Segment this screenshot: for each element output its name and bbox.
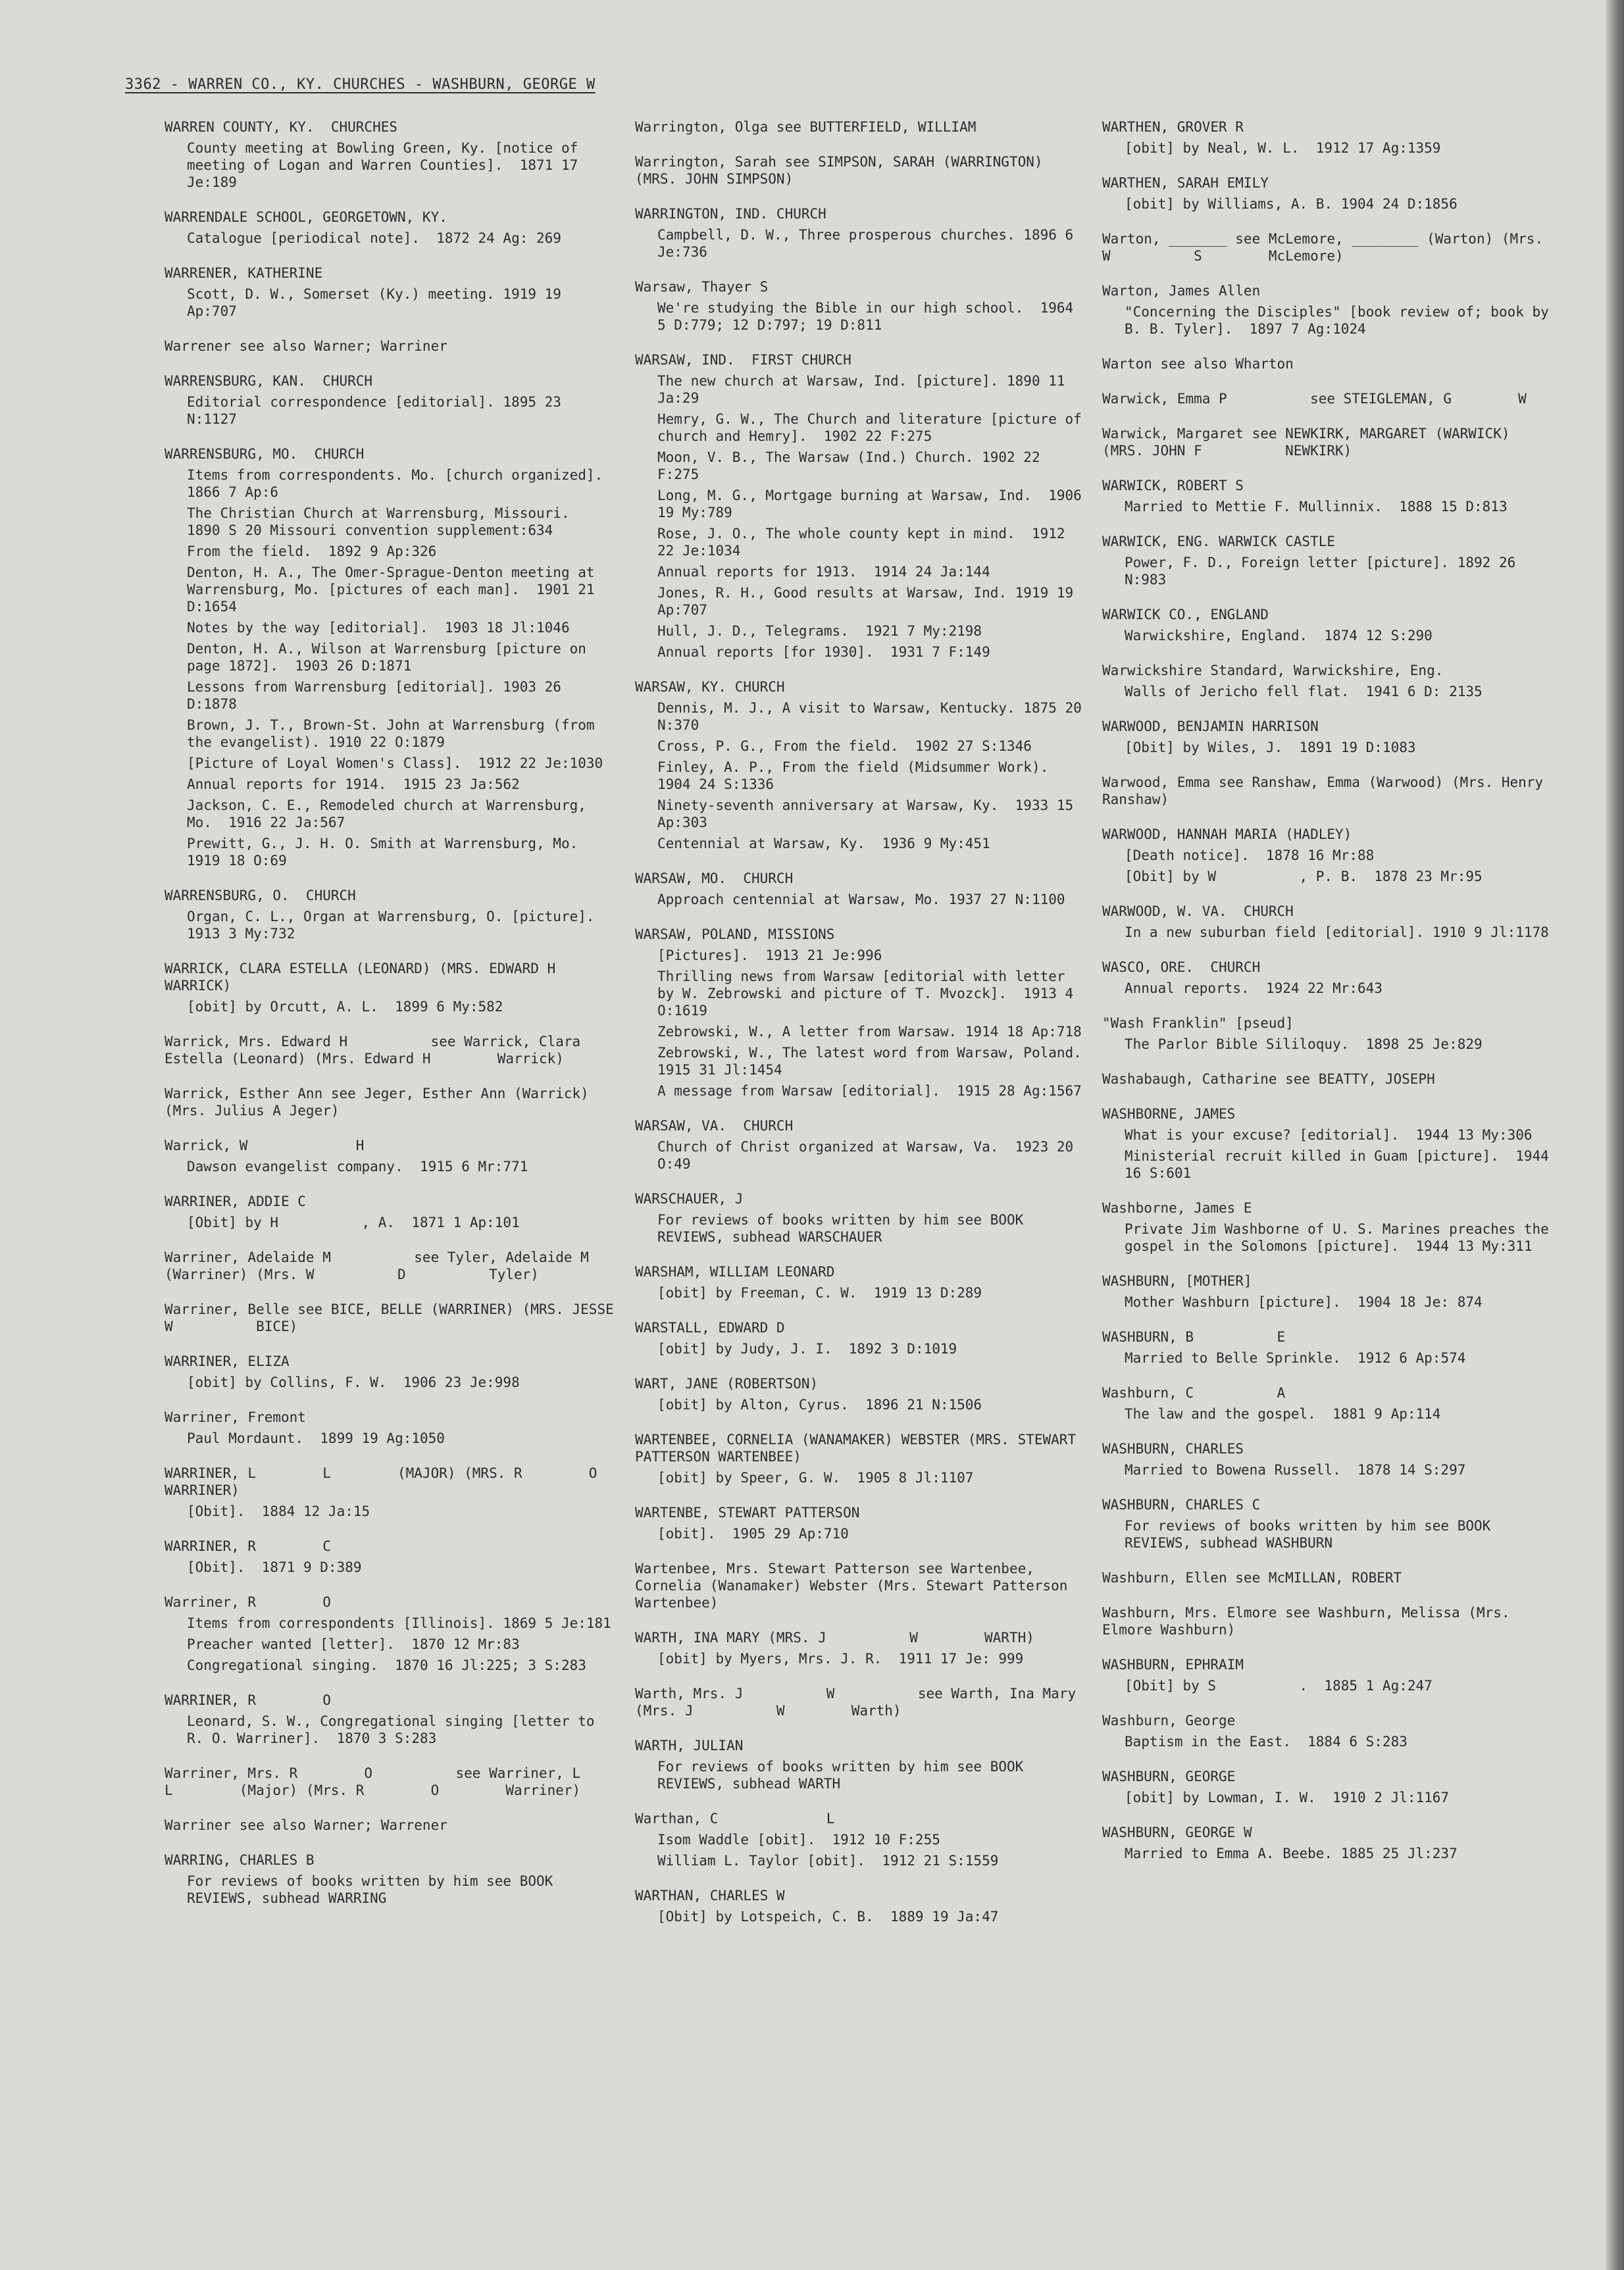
entry-citation: Items from correspondents [Illinois]. 1869 5 Je:181 [187, 1615, 611, 1631]
entry-citation: Scott, D. W., Somerset (Ky.) meeting. 1919 19 Ap:707 [187, 286, 570, 319]
index-column-1 [165, 118, 672, 1925]
entry-citation: [obit] by Myers, Mrs. J. R. 1911 17 Je: 999 [657, 1651, 1024, 1667]
entry-heading: Warton see also Wharton [1102, 356, 1294, 372]
entry-citation: Married to Emma A. Beebe. 1885 25 Jl:237 [1125, 1846, 1458, 1861]
entry-heading: Washburn, Ellen see McMILLAN, ROBERT [1102, 1570, 1402, 1586]
entry-heading: WARTENBE, STEWART PATTERSON [635, 1505, 860, 1521]
entry-heading: WARRINER, ELIZA [165, 1353, 290, 1369]
entry-citation: [obit] by Judy, J. I. 1892 3 D:1019 [657, 1341, 957, 1357]
entry-citation: For reviews of books written by him see BOOK REVIEWS, subhead WASHBURN [1125, 1518, 1499, 1551]
entry-citation: From the field. 1892 9 Ap:326 [187, 543, 437, 559]
entry-heading: WARSAW, POLAND, MISSIONS [635, 926, 835, 942]
entry-citation: Editorial correspondence [editorial]. 1895 23 N:1127 [187, 394, 570, 427]
entry-citation: Thrilling news from Warsaw [editorial with letter by W. Zebrowski and picture of T. Mvozck]. 1913 4 O:1619 [657, 969, 1082, 1019]
index-column-2 [635, 118, 1099, 1943]
entry-heading: WASHBURN, GEORGE [1102, 1769, 1236, 1784]
entry-citation: Lessons from Warrensburg [editorial]. 1903 26 D:1878 [187, 679, 570, 712]
entry-citation: William L. Taylor [obit]. 1912 21 S:1559 [657, 1853, 999, 1869]
entry-heading: Warriner, Belle see BICE, BELLE (WARRINER) (MRS. JESSE W BICE) [165, 1301, 622, 1334]
index-entry [165, 372, 619, 428]
entry-citation: [Obit] by H , A. 1871 1 Ap:101 [187, 1215, 520, 1230]
index-entry [1102, 1768, 1556, 1806]
index-entry [635, 118, 1089, 136]
index-entry [1102, 1015, 1556, 1053]
entry-citation: Organ, C. L., Organ at Warrensburg, O. [picture]. 1913 3 My:732 [187, 909, 611, 942]
entry-citation: Dawson evangelist company. 1915 6 Mr:771 [187, 1159, 528, 1174]
index-entry [635, 153, 1089, 188]
entry-heading: Warth, Mrs. J W see Warth, Ina Mary (Mrs. J W Warth) [635, 1686, 1084, 1719]
index-entry [165, 1817, 619, 1834]
entry-heading: WARSAW, MO. CHURCH [635, 870, 794, 886]
entry-citation: Power, F. D., Foreign letter [picture]. 1892 26 N:983 [1125, 555, 1524, 588]
index-entry [635, 1810, 1089, 1869]
index-entry [165, 1538, 619, 1576]
index-entry [1102, 1199, 1556, 1255]
index-entry [635, 1431, 1089, 1486]
entry-heading: WARSAW, KY. CHURCH [635, 679, 785, 695]
entry-citation: [obit] by Speer, G. W. 1905 8 Jl:1107 [657, 1470, 974, 1486]
entry-heading: WARRENSBURG, O. CHURCH [165, 888, 356, 903]
entry-citation: [Death notice]. 1878 16 Mr:88 [1125, 847, 1375, 863]
entry-heading: WASHBURN, EPHRAIM [1102, 1657, 1244, 1673]
entry-heading: WARWICK, ROBERT S [1102, 478, 1244, 493]
entry-heading: Warwick, Margaret see NEWKIRK, MARGARET (WARWICK) (MRS. JOHN F NEWKIRK) [1102, 426, 1519, 459]
entry-citation: Hull, J. D., Telegrams. 1921 7 My:2198 [657, 623, 982, 639]
entry-heading: WARWOOD, HANNAH MARIA (HADLEY) [1102, 826, 1352, 842]
entry-citation: Finley, A. P., From the field (Midsummer Work). 1904 24 S:1336 [657, 759, 1065, 792]
entry-heading: Warriner, Adelaide M see Tyler, Adelaide M (Warriner) (Mrs. W D Tyler) [165, 1249, 672, 1282]
entry-citation: Jackson, C. E., Remodeled church at Warrensburg, Mo. 1916 22 Ja:567 [187, 797, 595, 830]
index-entry [1102, 1656, 1556, 1694]
entry-heading: WASHBURN, GEORGE W [1102, 1825, 1252, 1840]
index-entry [1102, 118, 1556, 157]
index-entry [635, 1504, 1089, 1542]
entry-citation: Denton, H. A., Wilson at Warrensburg [picture on page 1872]. 1903 26 D:1871 [187, 641, 595, 674]
entry-citation: The Parlor Bible Sililoquy. 1898 25 Je:829 [1125, 1036, 1483, 1052]
entry-heading: Warton, _______ see McLemore, ________ (Warton) (Mrs. W S McLemore) [1102, 231, 1552, 264]
entry-citation: Hemry, G. W., The Church and literature [picture of church and Hemry]. 1902 22 F:275 [657, 411, 1090, 444]
entry-citation: Centennial at Warsaw, Ky. 1936 9 My:451 [657, 836, 990, 851]
entry-citation: What is your excuse? [editorial]. 1944 13 My:306 [1125, 1127, 1533, 1143]
entry-citation: Leonard, S. W., Congregational singing [letter to R. O. Warriner]. 1870 3 S:283 [187, 1713, 603, 1746]
index-entry [635, 351, 1089, 661]
index-entry [165, 1465, 664, 1520]
entry-heading: WARRINER, L L (MAJOR) (MRS. R O WARRINER) [165, 1465, 664, 1498]
entry-heading: WARRENSBURG, MO. CHURCH [165, 446, 365, 462]
index-entry [1102, 390, 1556, 407]
entry-citation: Walls of Jericho fell flat. 1941 6 D: 2135 [1125, 684, 1483, 699]
index-entry [1102, 774, 1556, 808]
entry-heading: WARTHEN, GROVER R [1102, 119, 1244, 135]
entry-citation: We're studying the Bible in our high school. 1964 5 D:779; 12 D:797; 19 D:811 [657, 300, 1082, 333]
entry-citation: In a new suburban field [editorial]. 1910 9 Jl:1178 [1125, 924, 1549, 940]
entry-citation: Prewitt, G., J. H. O. Smith at Warrensburg, Mo. 1919 18 O:69 [187, 836, 595, 869]
entry-heading: WARRINER, ADDIE C [165, 1194, 306, 1209]
index-entry [1102, 1496, 1556, 1551]
index-entry [635, 278, 1089, 334]
entry-citation: County meeting at Bowling Green, Ky. [notice of meeting of Logan and Warren Counties]. 1871 17 Je:189 [187, 140, 586, 190]
index-entry [1102, 1712, 1556, 1750]
index-entry [165, 1409, 619, 1447]
entry-heading: WASHBURN, [MOTHER] [1102, 1273, 1252, 1289]
entry-citation: Married to Mettie F. Mullinnix. 1888 15 D:813 [1125, 499, 1508, 515]
entry-heading: WART, JANE (ROBERTSON) [635, 1376, 819, 1392]
entry-citation: [obit] by Collins, F. W. 1906 23 Je:998 [187, 1375, 520, 1390]
entry-citation: Married to Belle Sprinkle. 1912 6 Ap:574 [1125, 1350, 1466, 1366]
index-entry [635, 870, 1089, 908]
entry-heading: WARRICK, CLARA ESTELLA (LEONARD) (MRS. EDWARD H WARRICK) [165, 961, 622, 994]
entry-heading: WARRINER, R O [165, 1692, 331, 1708]
entry-citation: Warwickshire, England. 1874 12 S:290 [1125, 628, 1433, 643]
entry-citation: [Pictures]. 1913 21 Je:996 [657, 947, 882, 963]
entry-citation: For reviews of books written by him see BOOK REVIEWS, subhead WARSCHAUER [657, 1212, 1032, 1245]
entry-heading: WARSHAM, WILLIAM LEONARD [635, 1264, 835, 1280]
entry-citation: The Christian Church at Warrensburg, Missouri. 1890 S 20 Missouri convention supplement:634 [187, 505, 586, 538]
entry-citation: Brown, J. T., Brown-St. John at Warrensburg (from the evangelist). 1910 22 O:1879 [187, 717, 603, 750]
entry-citation: The new church at Warsaw, Ind. [picture]. 1890 11 Ja:29 [657, 373, 1074, 406]
entry-citation: The law and the gospel. 1881 9 Ap:114 [1125, 1406, 1441, 1422]
index-entry [165, 960, 622, 1015]
index-entry [165, 209, 619, 247]
entry-citation: Ninety-seventh anniversary at Warsaw, Ky. 1933 15 Ap:303 [657, 797, 1082, 830]
entry-heading: Washburn, Mrs. Elmore see Washburn, Melissa (Mrs. Elmore Washburn) [1102, 1605, 1519, 1638]
entry-citation: Isom Waddle [obit]. 1912 10 F:255 [657, 1832, 940, 1848]
entry-heading: WASCO, ORE. CHURCH [1102, 959, 1261, 975]
entry-heading: Warriner see also Warner; Warrener [165, 1817, 447, 1833]
entry-citation: [obit]. 1905 29 Ap:710 [657, 1526, 849, 1542]
entry-citation: Rose, J. O., The whole county kept in mind. 1912 22 Je:1034 [657, 526, 1074, 559]
entry-heading: WASHBURN, B E [1102, 1329, 1286, 1345]
entry-citation: [obit] by Lowman, I. W. 1910 2 Jl:1167 [1125, 1790, 1450, 1805]
entry-citation: Moon, V. B., The Warsaw (Ind.) Church. 1902 22 F:275 [657, 449, 1049, 482]
entry-citation: Zebrowski, W., A letter from Warsaw. 1914 18 Ap:718 [657, 1024, 1082, 1040]
entry-citation: Zebrowski, W., The latest word from Warsaw, Poland. 1915 31 Jl:1454 [657, 1045, 1099, 1078]
entry-heading: WARTHAN, CHARLES W [635, 1888, 785, 1904]
entry-heading: WASHBORNE, JAMES [1102, 1106, 1236, 1122]
entry-heading: "Wash Franklin" [pseud] [1102, 1015, 1294, 1031]
entry-heading: WARSAW, VA. CHURCH [635, 1118, 794, 1134]
entry-citation: Jones, R. H., Good results at Warsaw, Ind. 1919 19 Ap:707 [657, 585, 1082, 618]
page-edge-shadow [1606, 0, 1624, 2270]
page-header: 3362 - WARREN CO., KY. CHURCHES - WASHBURN, GEORGE W [125, 76, 596, 93]
entry-citation: Notes by the way [editorial]. 1903 18 Jl:1046 [187, 620, 570, 636]
entry-citation: Baptism in the East. 1884 6 S:283 [1125, 1734, 1408, 1750]
entry-citation: Catalogue [periodical note]. 1872 24 Ag: 269 [187, 230, 561, 246]
index-entry [1102, 1105, 1556, 1182]
entry-heading: WASHBURN, CHARLES C [1102, 1497, 1261, 1513]
entry-citation: For reviews of books written by him see BOOK REVIEWS, subhead WARTH [657, 1759, 1032, 1792]
entry-heading: Warrick, W H [165, 1138, 365, 1153]
entry-citation: Dennis, M. J., A visit to Warsaw, Kentucky. 1875 20 N:370 [657, 700, 1090, 733]
entry-heading: WARRENSBURG, KAN. CHURCH [165, 373, 373, 389]
entry-citation: Private Jim Washborne of U. S. Marines preaches the gospel in the Solomons [picture]. 1944 13 My:311 [1125, 1221, 1558, 1254]
entry-heading: Warton, James Allen [1102, 283, 1261, 299]
entry-heading: Warwickshire Standard, Warwickshire, Eng. [1102, 663, 1444, 678]
entry-heading: Warriner, Fremont [165, 1409, 306, 1425]
entry-heading: WARRENER, KATHERINE [165, 265, 323, 281]
entry-heading: WARSTALL, EDWARD D [635, 1320, 785, 1336]
entry-citation: [obit] by Orcutt, A. L. 1899 6 My:582 [187, 999, 503, 1015]
entry-heading: Warrener see also Warner; Warriner [165, 338, 447, 354]
entry-citation: A message from Warsaw [editorial]. 1915 28 Ag:1567 [657, 1083, 1082, 1099]
index-entry [635, 1190, 1089, 1246]
entry-citation: [obit] by Alton, Cyrus. 1896 21 N:1506 [657, 1397, 982, 1413]
entry-heading: Warwick, Emma P see STEIGLEMAN, G W [1102, 391, 1527, 407]
entry-citation: Annual reports for 1914. 1915 23 Ja:562 [187, 776, 520, 792]
index-entry [165, 1765, 647, 1799]
index-entry [1102, 959, 1556, 997]
index-entry [1102, 718, 1556, 756]
entry-citation: [Obit]. 1884 12 Ja:15 [187, 1503, 370, 1519]
entry-citation: Mother Washburn [picture]. 1904 18 Je: 874 [1125, 1294, 1483, 1310]
index-column-3 [1102, 118, 1556, 1880]
entry-heading: Washborne, James E [1102, 1200, 1252, 1216]
index-entry [1102, 1071, 1556, 1088]
index-entry [635, 1263, 1089, 1301]
entry-heading: Warrick, Mrs. Edward H see Warrick, Clara Estella (Leonard) (Mrs. Edward H Warrick) [165, 1034, 589, 1067]
entry-heading: Warsaw, Thayer S [635, 279, 769, 295]
entry-citation: [Obit] by S . 1885 1 Ag:247 [1125, 1678, 1433, 1694]
entry-heading: WARRING, CHARLES B [165, 1852, 315, 1868]
entry-heading: WARRINER, R C [165, 1538, 331, 1554]
entry-citation: Annual reports for 1913. 1914 24 Ja:144 [657, 564, 990, 580]
index-entry [165, 1353, 619, 1391]
index-entry [1102, 174, 1556, 213]
entry-heading: Warriner, Mrs. R O see Warriner, L L (Major) (Mrs. R O Warriner) [165, 1765, 647, 1798]
entry-heading: WARSCHAUER, J [635, 1191, 744, 1207]
index-entry [165, 1594, 619, 1674]
index-entry [1102, 1604, 1556, 1638]
entry-citation: [Picture of Loyal Women's Class]. 1912 22 Je:1030 [187, 755, 603, 771]
entry-citation: [Obit]. 1871 9 D:389 [187, 1559, 362, 1575]
entry-citation: Long, M. G., Mortgage burning at Warsaw, Ind. 1906 19 My:789 [657, 488, 1090, 520]
entry-citation: Denton, H. A., The Omer-Sprague-Denton meeting at Warrensburg, Mo. [pictures of each man]. 1901 21 D:1654 [187, 565, 603, 615]
index-entry [1102, 662, 1556, 700]
entry-citation: Annual reports [for 1930]. 1931 7 F:149 [657, 644, 990, 660]
entry-heading: Washabaugh, Catharine see BEATTY, JOSEPH [1102, 1071, 1435, 1087]
index-entry [165, 265, 619, 320]
index-entry [1102, 606, 1556, 644]
entry-heading: WARTH, JULIAN [635, 1738, 744, 1753]
entry-citation: Married to Bowena Russell. 1878 14 S:297 [1125, 1462, 1466, 1478]
entry-heading: Warwood, Emma see Ranshaw, Emma (Warwood) (Mrs. Henry Ranshaw) [1102, 774, 1552, 807]
index-entry [165, 1249, 672, 1283]
entry-citation: [Obit] by Lotspeich, C. B. 1889 19 Ja:47 [657, 1909, 999, 1925]
entry-heading: WARRENDALE SCHOOL, GEORGETOWN, KY. [165, 209, 447, 225]
index-entry [1102, 1440, 1556, 1478]
entry-citation: Cross, P. G., From the field. 1902 27 S:1346 [657, 738, 1032, 754]
index-entry [165, 118, 619, 191]
entry-heading: WARTH, INA MARY (MRS. J W WARTH) [635, 1630, 1034, 1646]
index-entry [635, 1319, 1089, 1357]
entry-citation: For reviews of books written by him see BOOK REVIEWS, subhead WARRING [187, 1873, 561, 1906]
entry-citation: Congregational singing. 1870 16 Jl:225; 3 S:283 [187, 1657, 586, 1673]
index-entry [165, 338, 619, 355]
entry-citation: [obit] by Neal, W. L. 1912 17 Ag:1359 [1125, 140, 1441, 156]
entry-heading: Warrington, Olga see BUTTERFIELD, WILLIAM [635, 119, 977, 135]
index-entry [1102, 355, 1556, 372]
entry-heading: WASHBURN, CHARLES [1102, 1441, 1244, 1457]
index-entry [635, 1560, 1089, 1611]
index-entry [165, 1193, 619, 1231]
entry-citation: [obit] by Williams, A. B. 1904 24 D:1856 [1125, 196, 1458, 212]
index-entry [635, 1629, 1089, 1667]
entry-heading: WARWOOD, W. VA. CHURCH [1102, 903, 1294, 919]
entry-heading: WARSAW, IND. FIRST CHURCH [635, 352, 851, 368]
index-entry [1102, 1273, 1556, 1311]
entry-heading: Warriner, R O [165, 1594, 331, 1610]
entry-citation: Approach centennial at Warsaw, Mo. 1937 27 N:1100 [657, 892, 1065, 907]
index-entry [635, 1737, 1089, 1792]
index-entry [165, 1301, 622, 1335]
index-entry [1102, 1569, 1556, 1586]
index-entry [1102, 533, 1556, 588]
entry-citation: Paul Mordaunt. 1899 19 Ag:1050 [187, 1430, 445, 1446]
entry-heading: Warrick, Esther Ann see Jeger, Esther Ann (Warrick) (Mrs. Julius A Jeger) [165, 1086, 597, 1119]
index-entry [635, 205, 1089, 261]
entry-citation: Annual reports. 1924 22 Mr:643 [1125, 980, 1383, 996]
entry-heading: Wartenbee, Mrs. Stewart Patterson see Wartenbee, Cornelia (Wanamaker) Webster (Mrs. Stewart Patterson Wartenbee) [635, 1561, 1077, 1611]
index-entry [635, 678, 1089, 852]
index-entry [635, 1887, 1089, 1925]
index-entry [1102, 477, 1556, 515]
index-entry [165, 1085, 619, 1119]
index-entry [1102, 230, 1556, 265]
entry-heading: WARWICK CO., ENGLAND [1102, 607, 1269, 622]
entry-heading: WARTENBEE, CORNELIA (WANAMAKER) WEBSTER (MRS. STEWART PATTERSON WARTENBEE) [635, 1432, 1084, 1465]
entry-heading: Warrington, Sarah see SIMPSON, SARAH (WARRINGTON) (MRS. JOHN SIMPSON) [635, 154, 1052, 187]
entry-heading: Washburn, C A [1102, 1385, 1286, 1401]
index-entry [165, 1033, 619, 1067]
entry-heading: WARREN COUNTY, KY. CHURCHES [165, 119, 398, 135]
index-entry [1102, 826, 1556, 885]
index-entry [1102, 1328, 1556, 1367]
entry-citation: Church of Christ organized at Warsaw, Va. 1923 20 O:49 [657, 1139, 1082, 1172]
index-entry [165, 1692, 619, 1747]
index-entry [635, 1375, 1089, 1413]
index-entry [1102, 903, 1556, 941]
entry-heading: WARRINGTON, IND. CHURCH [635, 206, 826, 222]
entry-heading: WARTHEN, SARAH EMILY [1102, 175, 1269, 191]
index-entry [165, 1137, 619, 1175]
entry-citation: Ministerial recruit killed in Guam [picture]. 1944 16 S:601 [1125, 1148, 1558, 1181]
entry-citation: [Obit] by W , P. B. 1878 23 Mr:95 [1125, 869, 1483, 884]
entry-citation: Campbell, D. W., Three prosperous churches. 1896 6 Je:736 [657, 227, 1082, 260]
index-entry [1102, 425, 1556, 459]
entry-citation: Preacher wanted [letter]. 1870 12 Mr:83 [187, 1636, 520, 1652]
entry-heading: WARWOOD, BENJAMIN HARRISON [1102, 719, 1319, 734]
index-entry [1102, 1824, 1556, 1862]
index-entry [165, 445, 619, 869]
index-entry [165, 887, 619, 942]
entry-citation: [obit] by Freeman, C. W. 1919 13 D:289 [657, 1285, 982, 1301]
entry-heading: Washburn, George [1102, 1713, 1236, 1728]
entry-citation: [Obit] by Wiles, J. 1891 19 D:1083 [1125, 740, 1416, 755]
index-entry [635, 1117, 1089, 1173]
index-entry [1102, 282, 1556, 338]
index-entry [635, 1685, 1089, 1719]
entry-heading: WARWICK, ENG. WARWICK CASTLE [1102, 534, 1336, 549]
index-entry [165, 1852, 619, 1907]
entry-citation: "Concerning the Disciples" [book review of; book by B. B. Tyler]. 1897 7 Ag:1024 [1125, 304, 1558, 337]
index-entry [635, 926, 1099, 1099]
entry-citation: Items from correspondents. Mo. [church organized]. 1866 7 Ap:6 [187, 467, 620, 500]
entry-heading: Warthan, C L [635, 1811, 835, 1827]
index-entry [1102, 1384, 1556, 1423]
